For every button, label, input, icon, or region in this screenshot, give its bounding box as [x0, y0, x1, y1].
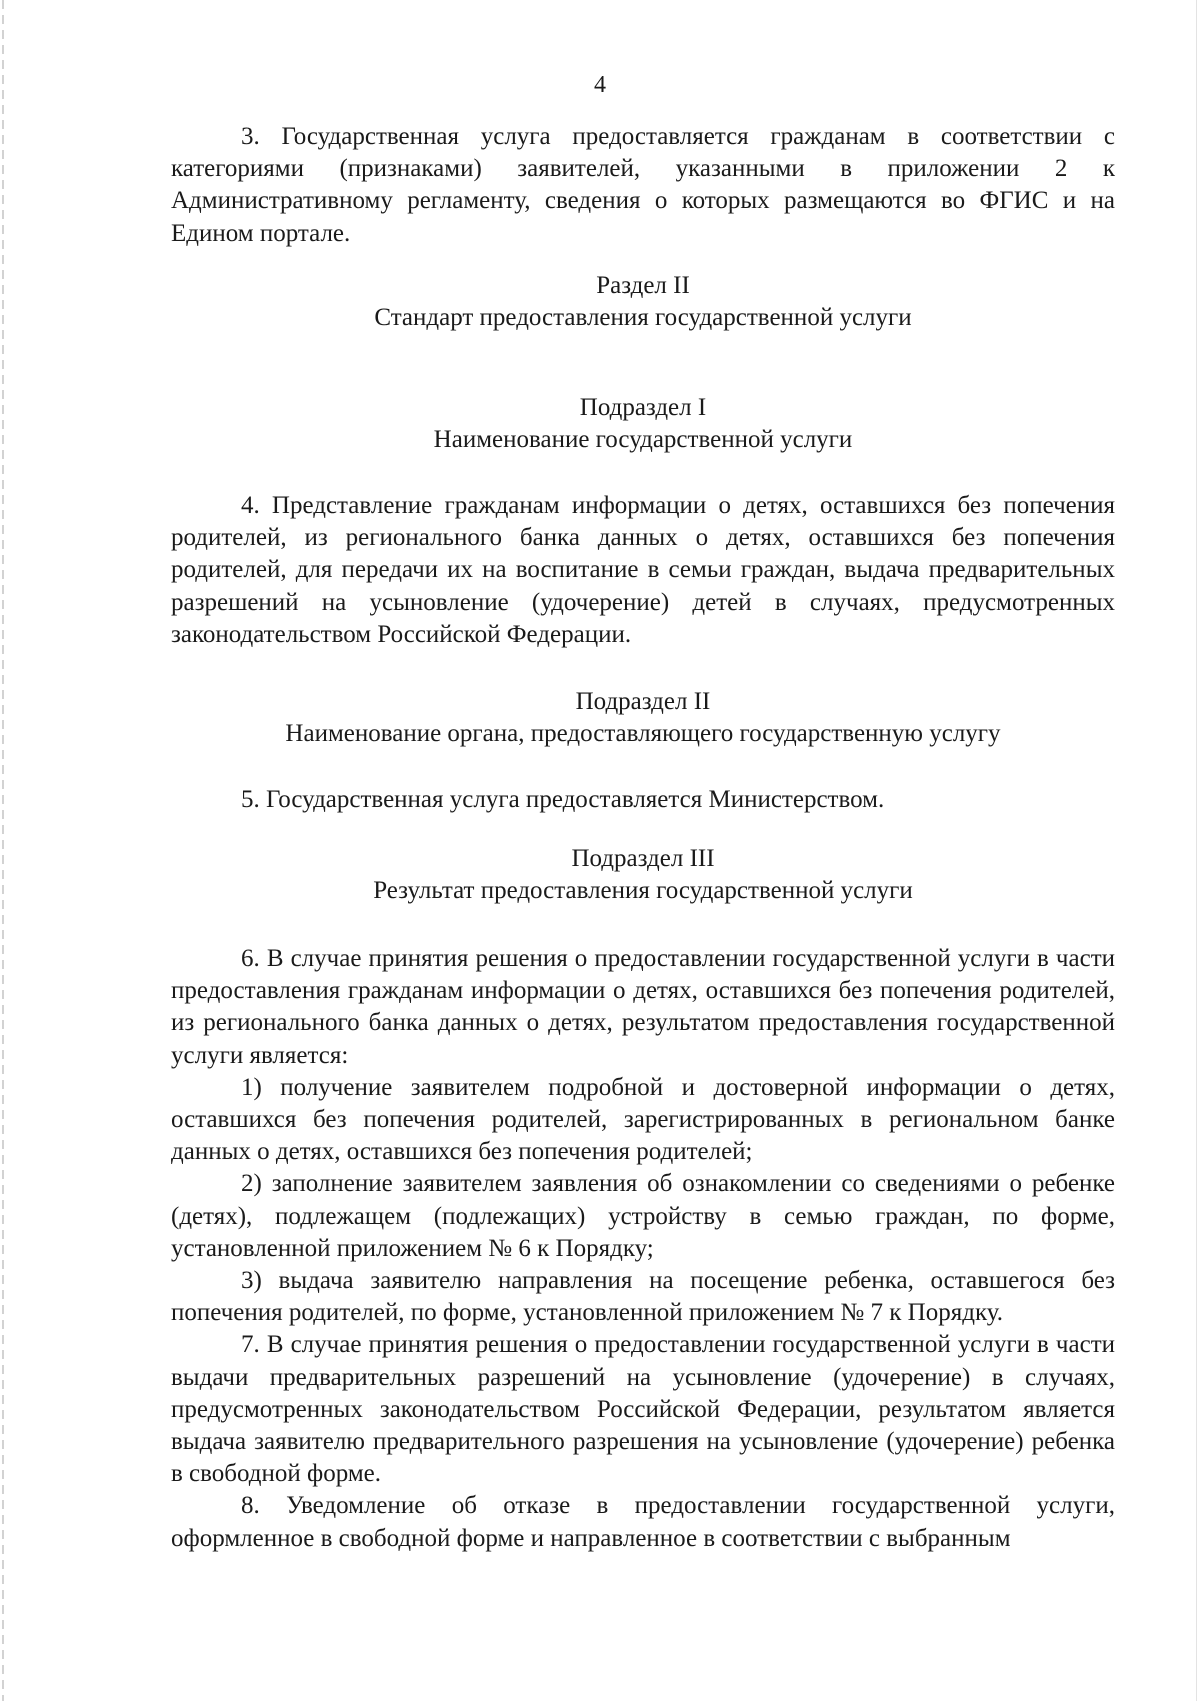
list-item-3: 3) выдача заявителю направления на посещение ребенка, оставшегося без попечения родителей, по форме, установленной приложением № 7 к Порядку. — [171, 1267, 1115, 1327]
subsection-1-heading — [171, 392, 1115, 456]
subsection-2-label: Подраздел II — [575, 688, 711, 715]
paragraph-8: 8. Уведомление об отказе в предоставлении государственной услуги, оформленное в свободной форме и направленное в соответствии с выбранным — [171, 1492, 1115, 1552]
paragraph-4: 4. Представление гражданам информации о детях, оставшихся без попечения родителей, из регионального банка данных о детях, оставшихся без попечения родителей, для передачи их на воспитание в семьи граждан, выдача предварительных разрешений на усыновление (удочерение) детей в случаях, предусмотренных законодательством Российской Федерации. — [171, 492, 1115, 648]
list-item-1: 1) получение заявителем подробной и достоверной информации о детях, оставшихся без попечения родителей, зарегистрированных в региональном банке данных о детях, оставшихся без попечения родителей; — [171, 1073, 1115, 1166]
list-item-2: 2) заполнение заявителем заявления об ознакомлении со сведениями о ребенке (детях), подлежащем (подлежащих) устройству в семью граждан, по форме, установленной приложением № 6 к Порядку; — [171, 1170, 1115, 1262]
subsection-3-label: Подраздел III — [571, 845, 715, 872]
result-paragraphs-block — [171, 943, 1115, 1555]
subsection-2-heading — [171, 686, 1115, 750]
paragraph-5-block — [171, 784, 1115, 816]
subsection-2-title: Наименование органа, предоставляющего государственную услугу — [285, 720, 1001, 748]
subsection-1-title: Наименование государственной услуги — [433, 426, 853, 454]
subsection-1-label: Подраздел I — [579, 394, 707, 421]
scan-edge-left — [2, 0, 4, 1701]
paragraph-4-block — [171, 490, 1115, 651]
paragraph-5: 5. Государственная услуга предоставляется Министерством. — [241, 786, 885, 813]
paragraph-6: 6. В случае принятия решения о предоставлении государственной услуги в части предоставления гражданам информации о детях, оставшихся без попечения родителей, из регионального банка данных о детях, результатом предоставления государственной услуги является: — [171, 945, 1115, 1069]
subsection-3-title: Результат предоставления государственной услуги — [373, 877, 913, 905]
section-2-label: Раздел II — [596, 272, 690, 299]
paragraph-3-block — [171, 121, 1115, 250]
scan-edge-right — [1196, 0, 1197, 1701]
paragraph-7: 7. В случае принятия решения о предоставлении государственной услуги в части выдачи предварительных разрешений на усыновление (удочерение) в случаях, предусмотренных законодательством Российской Федерации, результатом является выдача заявителю предварительного разрешения на усыновление (удочерение) ребенка в свободной форме. — [171, 1331, 1115, 1488]
subsection-3-heading — [171, 843, 1115, 907]
section-2-title: Стандарт предоставления государственной услуги — [374, 304, 912, 332]
paragraph-3: 3. Государственная услуга предоставляется гражданам в соответствии с категориями (признаками) заявителей, указанными в приложении 2 к Административному регламенту, сведения о которых размещаются во ФГИС и на Едином портале. — [171, 123, 1115, 247]
section-2-heading — [171, 270, 1115, 334]
page-number: 4 — [594, 72, 606, 98]
